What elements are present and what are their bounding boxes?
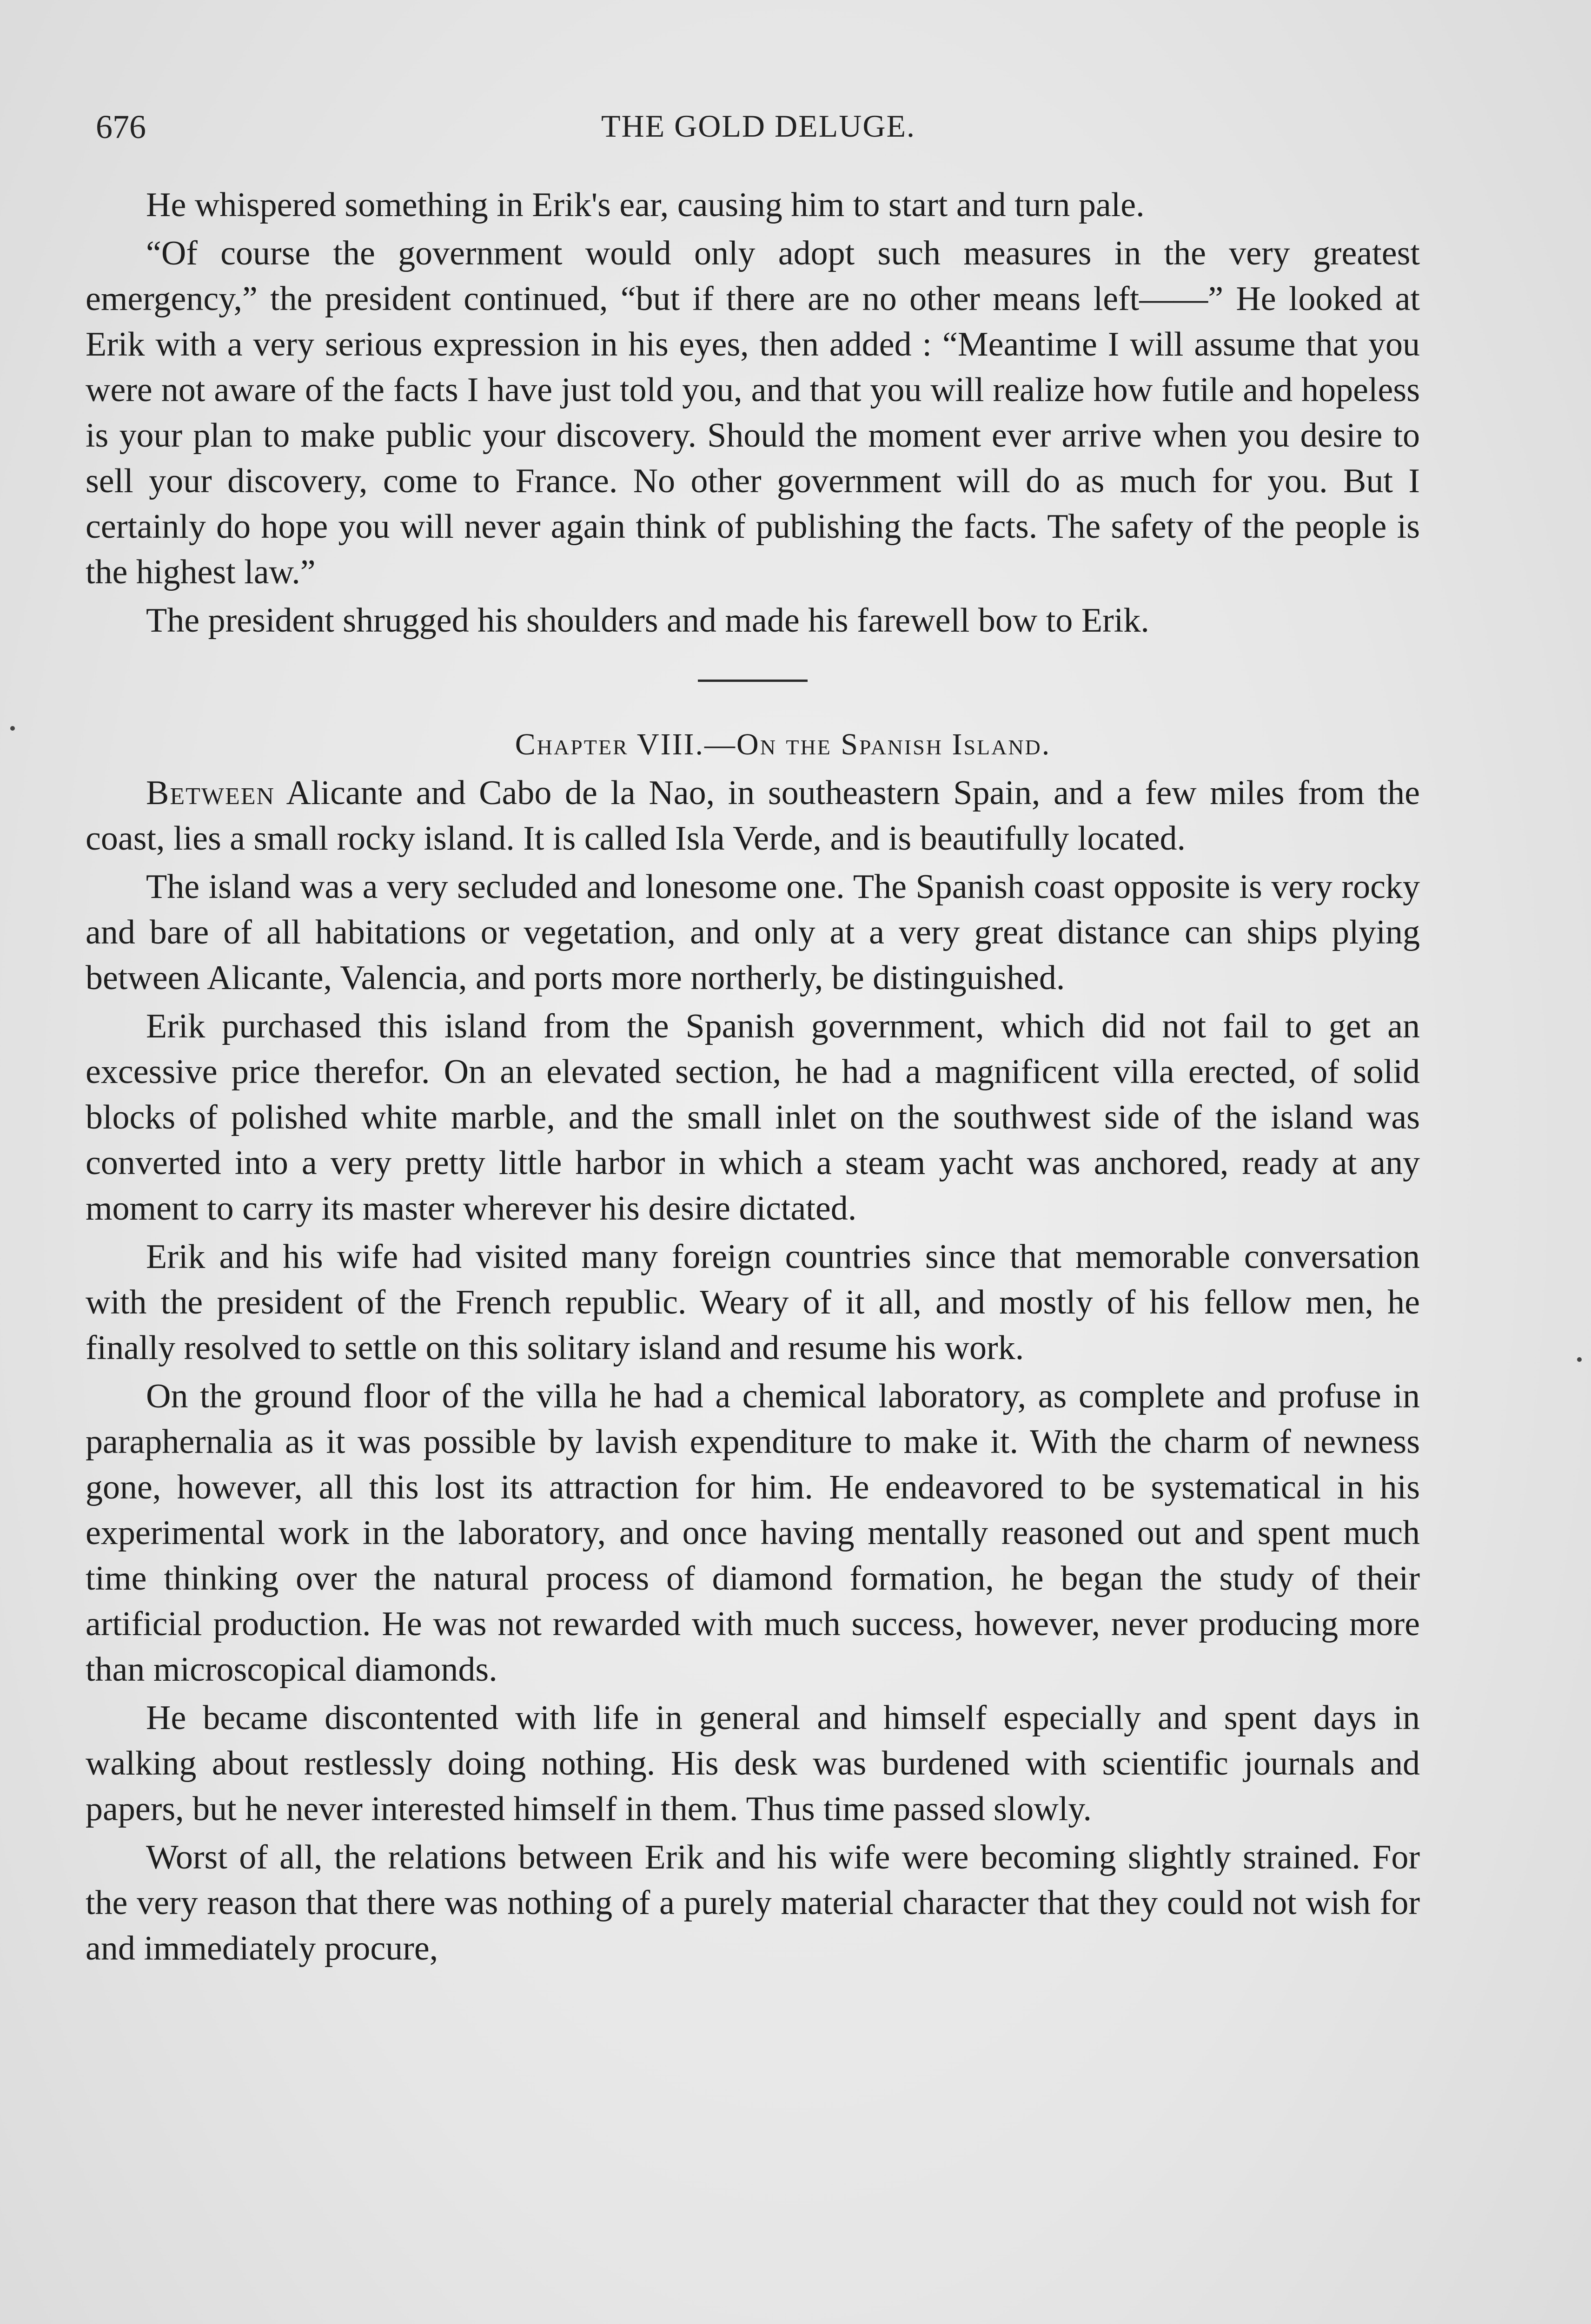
paragraph: [86, 770, 1420, 861]
page-number: 676: [96, 108, 146, 145]
lead-word: Between: [146, 774, 275, 812]
print-speck: [1577, 1357, 1582, 1362]
paragraph: On the ground floor of the villa he had a chemical laboratory, as complete and profuse in paraphernalia as it was possible by lavish expenditure to make it. With the charm of newness gone, however, all this lost its attraction for him. He endeavored to be systematical in his experimental work in the laboratory, and once having mentally reasoned out and spent much time thinking over the natural process of diamond formation, he began the study of their artificial production. He was not rewarded with much success, however, never producing more than microscopical diamonds.: [86, 1377, 1420, 1689]
paragraph: Worst of all, the relations between Erik and his wife were becoming slightly strained. For the very reason that there was nothing of a purely material character that they could not wish for and immediately procure,: [86, 1838, 1420, 1967]
chapter-heading: Chapter VIII.—On the Spanish Island.: [515, 727, 1051, 761]
page-body: [86, 182, 1420, 1974]
section-divider: [698, 680, 808, 682]
paragraph: The island was a very secluded and lonesome one. The Spanish coast opposite is very rocky and bare of all habitations or vegetation, and only at a very great distance can ships plying between Alicante, Valencia, and ports more northerly, be distinguished.: [86, 868, 1420, 997]
print-speck: [10, 726, 15, 731]
running-title: THE GOLD DELUGE.: [601, 108, 915, 144]
paragraph: Erik purchased this island from the Spanish government, which did not fail to get an excessive price therefor. On an elevated section, he had a magnificent villa erected, of solid blocks of polished white marble, and the small inlet on the southwest side of the island was converted into a very pretty little harbor in which a steam yacht was anchored, ready at any moment to carry its master wherever his desire dictated.: [86, 1007, 1420, 1228]
paragraph-text: Alicante and Cabo de la Nao, in southeastern Spain, and a few miles from the coast, lies a small rocky island. It is called Isla Verde, and is beautifully located.: [86, 774, 1420, 858]
paragraph: “Of course the government would only adopt such measures in the very greatest emergency,” the president continued, “but if there are no other means left——” He looked at Erik with a very serious expression in his eyes, then added : “Meantime I will assume that you were not aware of the facts I have just told you, and that you will realize how futile and hopeless is your plan to make public your discovery. Should the moment ever arrive when you desire to sell your discovery, come to France. No other government will do as much for you. But I certainly do hope you will never again think of publishing the facts. The safety of the people is the highest law.”: [86, 234, 1420, 591]
running-head: [96, 108, 1421, 150]
paragraph: Erik and his wife had visited many foreign countries since that memorable conversation with the president of the French republic. Weary of it all, and mostly of his fellow men, he finally resolved to settle on this solitary island and resume his work.: [86, 1238, 1420, 1367]
paragraph: The president shrugged his shoulders and made his farewell bow to Erik.: [146, 601, 1149, 640]
paragraph: He became discontented with life in general and himself especially and spent days in walking about restlessly doing nothing. His desk was burdened with scientific journals and papers, but he never interested himself in them. Thus time passed slowly.: [86, 1699, 1420, 1828]
paragraph: He whispered something in Erik's ear, causing him to start and turn pale.: [146, 186, 1145, 224]
